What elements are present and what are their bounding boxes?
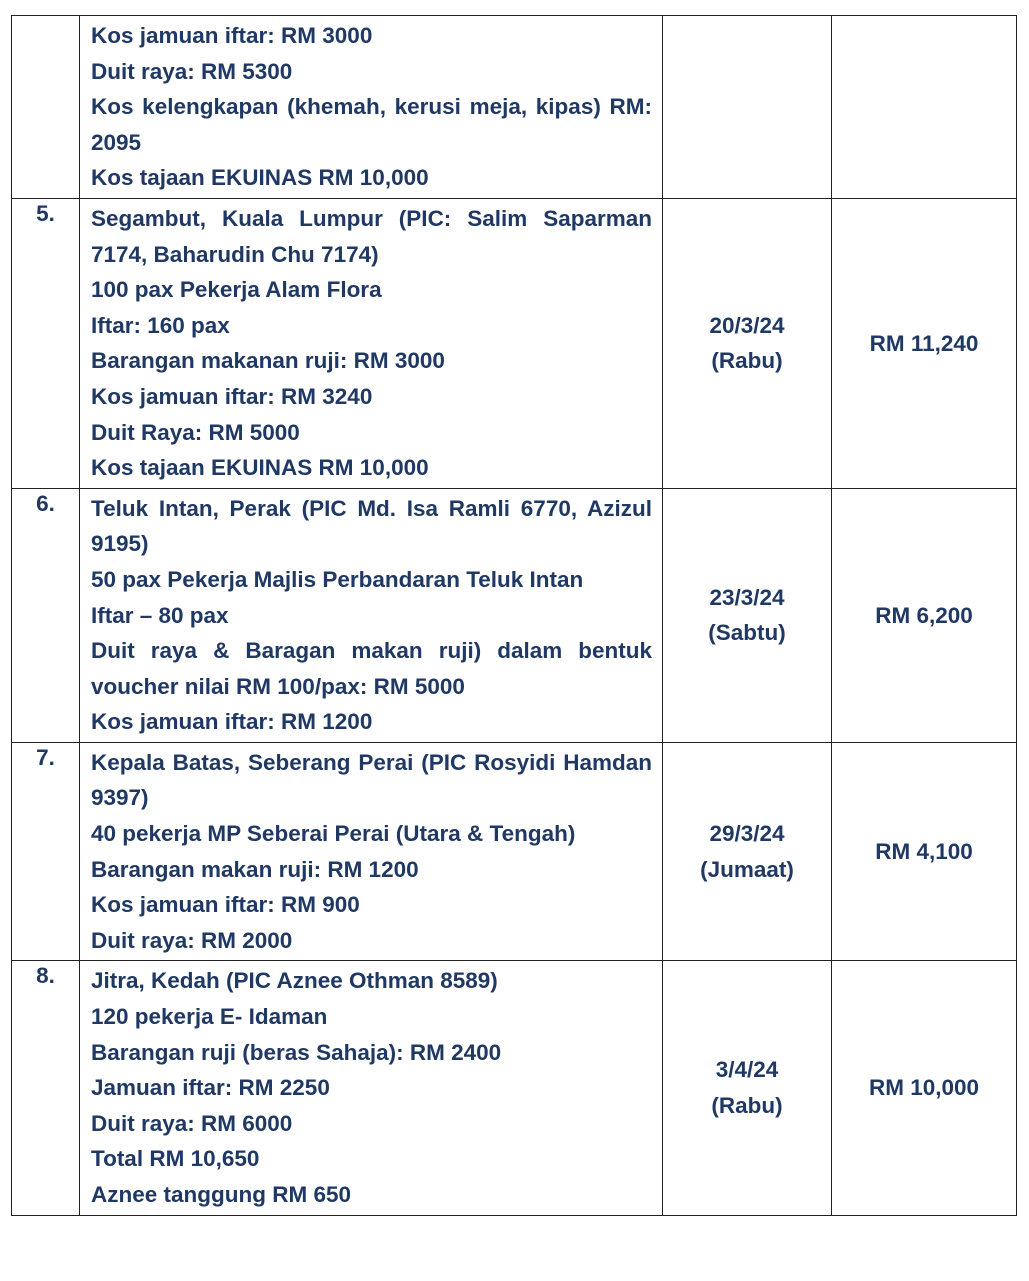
- cost-value: RM 11,240: [869, 330, 979, 356]
- row-date: [663, 16, 832, 199]
- cost-value: RM 6,200: [875, 602, 973, 628]
- event-table: [11, 15, 1017, 1216]
- row-number: 7.: [12, 742, 80, 961]
- row-date: [663, 198, 832, 488]
- description-line: Kos tajaan EKUINAS RM 10,000: [91, 455, 429, 481]
- table-row: [12, 961, 1017, 1215]
- description-line: Kos jamuan iftar: RM 900: [91, 892, 360, 918]
- row-number: 8.: [12, 961, 80, 1215]
- description-line: Aznee tanggung RM 650: [91, 1182, 352, 1207]
- row-description: [80, 961, 663, 1215]
- day-name: (Rabu): [711, 1093, 783, 1119]
- description-line: Total RM 10,650: [91, 1146, 260, 1172]
- row-cost: [832, 16, 1017, 199]
- row-description: [80, 198, 663, 488]
- description-line: 40 pekerja MP Seberai Perai (Utara & Tengah): [91, 821, 576, 847]
- description-line: Iftar: 160 pax: [91, 312, 230, 338]
- description-line: Kos jamuan iftar: RM 3000: [91, 23, 373, 48]
- description-line: 50 pax Pekerja Majlis Perbandaran Teluk Intan: [91, 566, 584, 592]
- description-line: Kos tajaan EKUINAS RM 10,000: [91, 165, 429, 191]
- row-cost: [832, 488, 1017, 742]
- date-value: 29/3/24: [709, 821, 785, 847]
- row-number: [12, 16, 80, 199]
- date-value: 23/3/24: [709, 584, 785, 610]
- description-line: Segambut, Kuala Lumpur (PIC: Salim Saparman 7174, Baharudin Chu 7174): [91, 205, 652, 267]
- description-line: Duit raya: RM 2000: [91, 927, 293, 953]
- description-line: Teluk Intan, Perak (PIC Md. Isa Ramli 6770, Azizul 9195): [91, 495, 652, 557]
- description-line: Kos kelengkapan (khemah, kerusi meja, kipas) RM: 2095: [91, 94, 652, 155]
- description-line: Jitra, Kedah (PIC Aznee Othman 8589): [91, 968, 498, 994]
- description-line: Kos jamuan iftar: RM 1200: [91, 709, 373, 735]
- description-line: Duit raya: RM 6000: [91, 1110, 293, 1136]
- table-row: [12, 742, 1017, 961]
- day-name: (Rabu): [711, 348, 783, 374]
- description-line: Duit raya & Baragan makan ruji) dalam bentuk voucher nilai RM 100/pax: RM 5000: [91, 638, 652, 699]
- document-page: [11, 15, 1017, 1216]
- date-value: 20/3/24: [709, 312, 785, 338]
- description-line: Iftar – 80 pax: [91, 602, 229, 628]
- row-cost: [832, 198, 1017, 488]
- row-description: [80, 488, 663, 742]
- description-line: Kos jamuan iftar: RM 3240: [91, 383, 373, 409]
- description-line: Duit raya: RM 5300: [91, 58, 293, 84]
- row-number: 6.: [12, 488, 80, 742]
- table-body: [12, 16, 1017, 1216]
- description-line: Barangan ruji (beras Sahaja): RM 2400: [91, 1039, 502, 1065]
- table-row: [12, 198, 1017, 488]
- row-date: [663, 488, 832, 742]
- description-line: Kepala Batas, Seberang Perai (PIC Rosyidi Hamdan 9397): [91, 749, 652, 811]
- day-name: (Jumaat): [700, 856, 794, 882]
- description-line: Jamuan iftar: RM 2250: [91, 1075, 330, 1101]
- row-description: [80, 742, 663, 961]
- description-line: Duit Raya: RM 5000: [91, 419, 300, 445]
- row-cost: [832, 742, 1017, 961]
- description-line: Barangan makanan ruji: RM 3000: [91, 348, 445, 374]
- date-value: 3/4/24: [715, 1057, 779, 1083]
- table-row: [12, 16, 1017, 199]
- cost-value: RM 10,000: [868, 1075, 980, 1101]
- day-name: (Sabtu): [708, 620, 786, 646]
- row-description: [80, 16, 663, 199]
- table-row: [12, 488, 1017, 742]
- description-line: 120 pekerja E- Idaman: [91, 1004, 328, 1030]
- description-line: 100 pax Pekerja Alam Flora: [91, 277, 382, 303]
- row-date: [663, 742, 832, 961]
- row-number: 5.: [12, 198, 80, 488]
- row-date: [663, 961, 832, 1215]
- description-line: Barangan makan ruji: RM 1200: [91, 856, 419, 882]
- cost-value: RM 4,100: [875, 838, 973, 864]
- row-cost: [832, 961, 1017, 1215]
